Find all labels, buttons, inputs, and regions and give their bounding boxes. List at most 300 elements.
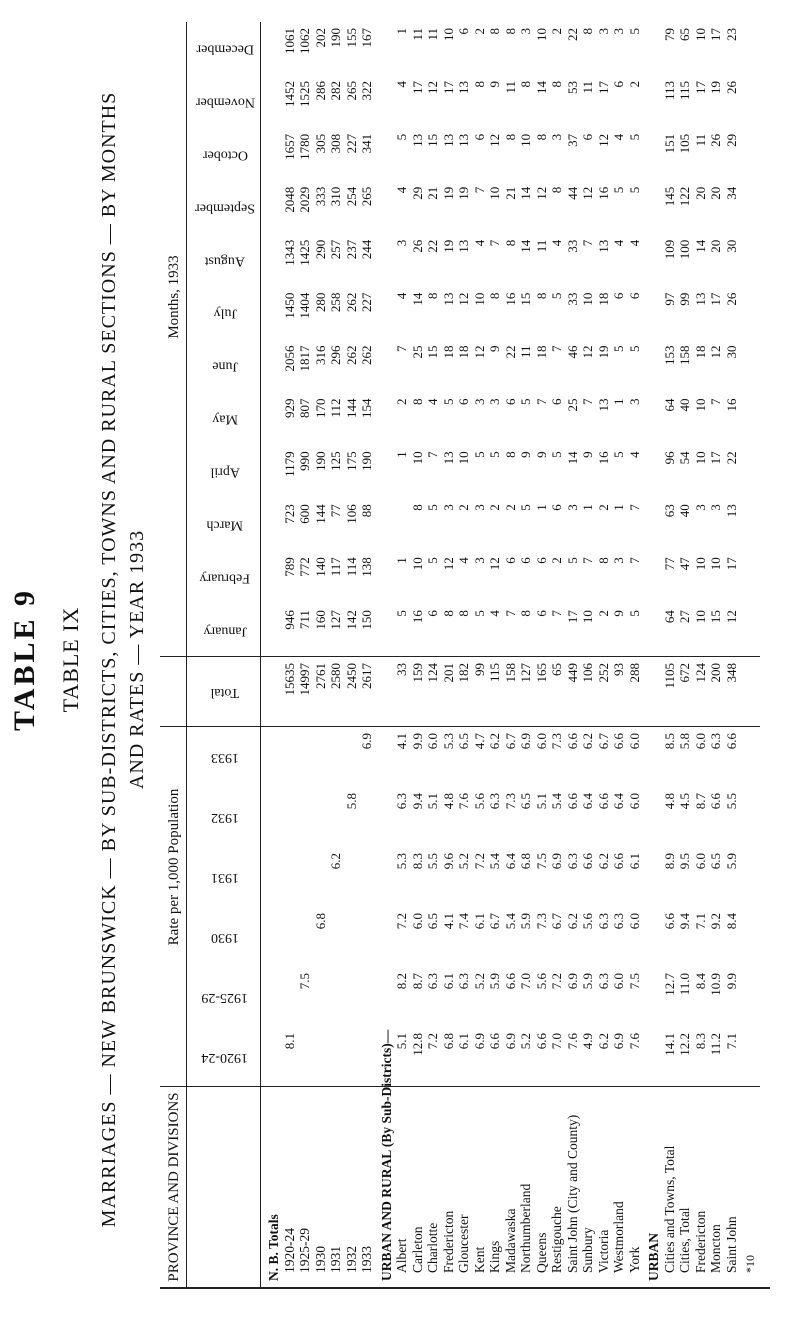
month-cell: 316 <box>312 345 328 366</box>
month-cell: 5 <box>471 451 487 458</box>
rate-cell: 6.2 <box>595 1033 611 1050</box>
month-column-header: September <box>195 200 255 216</box>
month-cell: 190 <box>312 451 328 471</box>
month-cell: 2048 <box>281 186 297 213</box>
month-cell: 13 <box>440 292 456 306</box>
rate-cell: 5.5 <box>425 853 440 870</box>
month-cell: 6 <box>456 28 471 35</box>
month-cell: 46 <box>564 345 580 359</box>
month-cell: 11 <box>580 80 595 94</box>
month-cell: 10 <box>409 557 425 571</box>
month-cell: 8 <box>580 28 595 35</box>
month-cell: 4 <box>471 239 487 247</box>
month-cell: 54 <box>677 451 692 465</box>
table-title-line2: AND RATES — YEAR 1933 <box>126 529 148 790</box>
month-cell: 2056 <box>281 345 297 372</box>
row-label: Madawaska <box>502 1208 518 1273</box>
month-cell: 7 <box>580 398 595 405</box>
month-cell: 286 <box>312 80 328 101</box>
month-cell: 21 <box>425 186 440 200</box>
month-cell: 227 <box>359 292 374 313</box>
month-cell: 30 <box>723 239 739 253</box>
month-cell: 2 <box>502 504 518 511</box>
month-cell: 296 <box>328 345 343 366</box>
rate-cell: 9.9 <box>409 733 425 750</box>
rate-cell: 9.6 <box>440 853 456 870</box>
month-cell: 17 <box>409 80 425 94</box>
rate-cell: 7.3 <box>549 733 564 750</box>
month-cell: 3 <box>394 239 409 247</box>
rate-cell: 7.0 <box>549 1033 564 1050</box>
month-cell: 18 <box>456 345 471 359</box>
month-cell: 14 <box>564 451 580 465</box>
rate-cell: 7.5 <box>297 973 312 990</box>
month-cell: 14 <box>518 186 533 200</box>
month-cell: 16 <box>723 398 739 412</box>
month-cell: 12 <box>723 610 739 624</box>
month-cell: 2 <box>487 504 502 511</box>
rate-cell: 6.0 <box>409 913 425 930</box>
month-cell: 16 <box>502 292 518 306</box>
rate-cell: 5.2 <box>471 973 487 990</box>
total-cell: 2450 <box>343 663 359 689</box>
month-cell: 16 <box>595 451 611 465</box>
month-cell: 8 <box>549 80 564 88</box>
month-cell: 280 <box>312 292 328 313</box>
rate-cell: 6.0 <box>626 913 642 930</box>
month-cell: 290 <box>312 239 328 260</box>
month-cell: 333 <box>312 186 328 207</box>
month-cell: 17 <box>708 292 723 306</box>
section-label: URBAN AND RURAL (By Sub-Districts)— <box>378 1029 394 1281</box>
rate-cell: 8.3 <box>409 853 425 870</box>
rate-cell: 6.9 <box>471 1033 487 1050</box>
month-cell: 600 <box>297 504 312 524</box>
month-cell: 244 <box>359 239 374 260</box>
rate-cell: 6.9 <box>518 733 533 750</box>
month-cell: 14 <box>533 80 549 94</box>
rate-cell: 6.2 <box>580 733 595 750</box>
month-cell: 127 <box>328 610 343 630</box>
month-cell: 8 <box>456 610 471 617</box>
rate-cell: 7.0 <box>518 973 533 990</box>
month-cell: 154 <box>359 398 374 418</box>
month-cell: 10 <box>692 28 708 42</box>
month-cell: 3 <box>471 398 487 405</box>
month-cell: 12 <box>471 345 487 359</box>
rate-cell: 6.9 <box>549 853 564 870</box>
month-column-header: April <box>210 464 240 480</box>
rate-cell: 5.5 <box>723 793 739 810</box>
month-cell: 13 <box>595 398 611 412</box>
month-cell: 5 <box>394 133 409 141</box>
month-cell: 17 <box>723 557 739 571</box>
rate-cell: 6.8 <box>440 1033 456 1050</box>
month-cell: 8 <box>425 292 440 300</box>
rate-cell: 8.2 <box>394 973 409 990</box>
month-cell: 6 <box>580 133 595 141</box>
total-cell: 348 <box>723 663 739 683</box>
month-cell: 8 <box>502 133 518 141</box>
rate-cell: 6.9 <box>564 973 580 990</box>
rate-column-header: 1925-29 <box>201 990 249 1005</box>
rate-cell: 6.3 <box>487 793 502 810</box>
month-cell: 17 <box>595 80 611 94</box>
rate-cell: 6.4 <box>502 853 518 870</box>
month-cell: 22 <box>723 451 739 465</box>
total-cell: 124 <box>692 663 708 683</box>
header-rule <box>186 22 187 1287</box>
rate-cell: 6.5 <box>708 853 723 870</box>
month-cell: 19 <box>440 186 456 200</box>
rate-cell: 6.3 <box>595 913 611 930</box>
month-cell: 4 <box>611 133 626 141</box>
month-cell: 5 <box>626 345 642 353</box>
month-cell: 1 <box>394 28 409 35</box>
row-label: Queens <box>533 1232 549 1273</box>
month-cell: 7 <box>549 345 564 353</box>
total-cell: 449 <box>564 663 580 683</box>
month-cell: 1780 <box>297 133 312 160</box>
row-label: Westmorland <box>611 1201 626 1273</box>
month-cell: 109 <box>661 239 677 260</box>
month-cell: 6 <box>533 557 549 564</box>
row-label: Charlotte <box>425 1222 440 1273</box>
month-cell: 265 <box>359 186 374 207</box>
section-label: URBAN <box>646 1232 661 1281</box>
month-cell: 1 <box>533 504 549 511</box>
month-cell: 5 <box>440 398 456 405</box>
month-cell: 4 <box>425 398 440 405</box>
month-cell: 13 <box>456 133 471 147</box>
row-label: Restigouche <box>549 1206 564 1273</box>
month-cell: 10 <box>708 557 723 571</box>
total-cell: 2617 <box>359 663 374 689</box>
month-cell: 8 <box>502 28 518 35</box>
month-cell: 3 <box>471 504 487 511</box>
month-cell: 30 <box>723 345 739 359</box>
rate-column-header: 1932 <box>211 810 239 825</box>
rate-cell: 5.3 <box>440 733 456 750</box>
month-column-header: May <box>212 411 238 427</box>
total-cell: 14997 <box>297 663 312 696</box>
total-cell: 15635 <box>281 663 297 696</box>
rate-cell: 7.2 <box>394 913 409 930</box>
rate-column-header: 1930 <box>211 930 239 945</box>
month-column-header: February <box>199 570 251 586</box>
month-cell: 63 <box>661 504 677 518</box>
rate-cell: 8.7 <box>409 973 425 990</box>
month-cell: 64 <box>661 610 677 624</box>
month-cell: 15 <box>425 133 440 147</box>
rate-cell: 6.3 <box>394 793 409 810</box>
month-cell: 322 <box>359 80 374 101</box>
month-cell: 308 <box>328 133 343 154</box>
month-cell: 122 <box>677 186 692 207</box>
rate-cell: 5.1 <box>394 1033 409 1050</box>
month-column-header: October <box>202 147 248 163</box>
rate-cell: 5.1 <box>425 793 440 810</box>
month-cell: 144 <box>343 398 359 418</box>
month-cell: 8 <box>549 186 564 194</box>
month-cell: 3 <box>564 504 580 511</box>
total-cell: 165 <box>533 663 549 683</box>
rate-cell: 6.3 <box>456 973 471 990</box>
month-cell: 15 <box>708 610 723 624</box>
month-cell: 26 <box>708 133 723 147</box>
section-label: N. B. Totals <box>266 1214 281 1281</box>
month-cell: 10 <box>692 451 708 465</box>
row-label: Cities, Total <box>677 1207 692 1273</box>
month-cell: 12 <box>595 133 611 147</box>
row-label: 1930 <box>312 1246 328 1273</box>
rate-cell: 4.8 <box>440 793 456 810</box>
month-cell: 227 <box>343 133 359 154</box>
month-cell: 53 <box>564 80 580 94</box>
rate-cell: 9.9 <box>723 973 739 990</box>
month-cell: 14 <box>518 239 533 253</box>
month-cell: 6 <box>502 557 518 564</box>
rate-cell: 8.7 <box>692 793 708 810</box>
total-cell: 93 <box>611 663 626 676</box>
month-cell: 13 <box>440 133 456 147</box>
month-cell: 12 <box>708 345 723 359</box>
row-label: 1925-29 <box>297 1228 312 1273</box>
month-cell: 106 <box>343 504 359 524</box>
month-cell: 33 <box>564 239 580 253</box>
month-cell: 3 <box>471 557 487 564</box>
month-cell: 18 <box>440 345 456 359</box>
month-cell: 7 <box>471 186 487 194</box>
month-cell: 190 <box>359 451 374 471</box>
month-cell: 8 <box>533 292 549 300</box>
rate-cell: 7.3 <box>502 793 518 810</box>
month-cell: 5 <box>394 610 409 617</box>
total-cell: 33 <box>394 663 409 676</box>
month-cell: 5 <box>471 610 487 617</box>
month-cell: 1657 <box>281 133 297 160</box>
rate-cell: 4.8 <box>661 793 677 810</box>
month-cell: 1425 <box>297 239 312 266</box>
month-cell: 237 <box>343 239 359 260</box>
month-cell: 2 <box>595 610 611 617</box>
month-cell: 40 <box>677 398 692 412</box>
month-cell: 305 <box>312 133 328 154</box>
row-label: Saint John (City and County) <box>564 1114 580 1273</box>
month-cell: 145 <box>661 186 677 207</box>
rate-cell: 8.9 <box>661 853 677 870</box>
month-cell: 13 <box>409 133 425 147</box>
month-cell: 19 <box>708 80 723 94</box>
month-cell: 113 <box>661 80 677 100</box>
month-cell: 8 <box>471 80 487 88</box>
month-cell: 26 <box>723 292 739 306</box>
rate-cell: 6.6 <box>564 733 580 750</box>
month-cell: 9 <box>487 345 502 353</box>
month-cell: 772 <box>297 557 312 577</box>
month-cell: 265 <box>343 80 359 101</box>
rate-cell: 6.6 <box>502 973 518 990</box>
month-cell: 10 <box>440 28 456 42</box>
rate-cell: 7.5 <box>533 853 549 870</box>
month-cell: 11 <box>692 133 708 147</box>
month-column-header: November <box>195 94 255 110</box>
month-cell: 7 <box>580 557 595 564</box>
month-cell: 3 <box>626 398 642 405</box>
month-cell: 20 <box>708 239 723 253</box>
row-label: 1933 <box>359 1246 374 1273</box>
rate-cell: 5.6 <box>533 973 549 990</box>
month-cell: 13 <box>723 504 739 518</box>
rate-cell: 6.3 <box>708 733 723 750</box>
month-cell: 18 <box>595 292 611 306</box>
month-cell: 9 <box>611 610 626 617</box>
rate-cell: 10.9 <box>708 973 723 996</box>
month-cell: 7 <box>626 504 642 511</box>
month-cell: 8 <box>502 239 518 247</box>
month-cell: 7 <box>425 451 440 458</box>
month-cell: 9 <box>580 451 595 458</box>
month-cell: 929 <box>281 398 297 418</box>
month-cell: 47 <box>677 557 692 571</box>
month-cell: 29 <box>723 133 739 147</box>
rate-cell: 6.0 <box>533 733 549 750</box>
rate-cell: 6.7 <box>502 733 518 750</box>
rate-cell: 6.5 <box>456 733 471 750</box>
month-cell: 1 <box>611 504 626 511</box>
row-label: Kings <box>487 1240 502 1273</box>
month-cell: 1 <box>394 557 409 564</box>
month-cell: 151 <box>661 133 677 154</box>
month-cell: 160 <box>312 610 328 630</box>
month-cell: 4 <box>394 186 409 194</box>
month-cell: 3 <box>549 133 564 141</box>
total-cell: 288 <box>626 663 642 683</box>
month-cell: 26 <box>409 239 425 253</box>
month-cell: 10 <box>580 292 595 306</box>
month-cell: 6 <box>611 292 626 300</box>
rate-cell: 5.8 <box>677 733 692 750</box>
total-cell: 201 <box>440 663 456 683</box>
rate-cell: 5.3 <box>394 853 409 870</box>
month-cell: 789 <box>281 557 297 577</box>
rate-cell: 6.1 <box>440 973 456 990</box>
total-cell: 127 <box>518 663 533 683</box>
rate-cell: 6.6 <box>487 1033 502 1050</box>
total-cell: 99 <box>471 663 487 676</box>
month-cell: 27 <box>677 610 692 624</box>
rate-cell: 6.6 <box>611 853 626 870</box>
month-cell: 11 <box>533 239 549 253</box>
rate-cell: 7.2 <box>549 973 564 990</box>
row-label: Carleton <box>409 1226 425 1273</box>
month-cell: 8 <box>440 610 456 617</box>
month-cell: 140 <box>312 557 328 577</box>
month-cell: 2 <box>626 80 642 88</box>
month-cell: 22 <box>564 28 580 42</box>
month-cell: 10 <box>692 557 708 571</box>
rate-cell: 6.3 <box>611 913 626 930</box>
rate-cell: 5.4 <box>502 913 518 930</box>
rate-cell: 6.3 <box>595 973 611 990</box>
row-label: Gloucester <box>456 1214 471 1273</box>
month-cell: 7 <box>394 345 409 353</box>
rate-cell: 8.1 <box>281 1033 297 1050</box>
rate-group-header: Rate per 1,000 Population <box>166 788 182 946</box>
rate-cell: 6.4 <box>580 793 595 810</box>
row-label: Kent <box>471 1246 487 1273</box>
row-label: 1931 <box>328 1246 343 1273</box>
rate-cell: 6.6 <box>580 853 595 870</box>
month-cell: 25 <box>409 345 425 359</box>
row-label: Sunbury <box>580 1227 595 1273</box>
month-cell: 5 <box>549 451 564 458</box>
month-cell: 6 <box>425 610 440 617</box>
month-cell: 262 <box>343 345 359 366</box>
month-cell: 2 <box>549 28 564 35</box>
month-cell: 64 <box>661 398 677 412</box>
row-label: Saint John <box>723 1216 739 1273</box>
rate-cell: 4.5 <box>677 793 692 810</box>
month-cell: 44 <box>564 186 580 200</box>
month-cell: 17 <box>708 451 723 465</box>
rate-cell: 7.6 <box>456 793 471 810</box>
rate-cell: 7.1 <box>723 1033 739 1050</box>
month-cell: 1 <box>611 398 626 405</box>
month-cell: 1450 <box>281 292 297 319</box>
month-cell: 155 <box>343 28 359 48</box>
month-cell: 8 <box>409 504 425 511</box>
rate-cell: 8.3 <box>692 1033 708 1050</box>
month-cell: 19 <box>440 239 456 253</box>
month-cell: 10 <box>580 610 595 624</box>
total-cell: 2761 <box>312 663 328 689</box>
rate-cell: 6.1 <box>626 853 642 870</box>
rate-cell: 6.9 <box>502 1033 518 1050</box>
total-cell: 672 <box>677 663 692 683</box>
month-cell: 105 <box>677 133 692 154</box>
month-cell: 3 <box>518 28 533 35</box>
month-cell: 13 <box>456 80 471 94</box>
rate-cell: 5.9 <box>518 913 533 930</box>
month-cell: 26 <box>723 80 739 94</box>
total-cell: 252 <box>595 663 611 683</box>
month-cell: 125 <box>328 451 343 471</box>
month-cell: 37 <box>564 133 580 147</box>
table-label: TABLE 9 <box>8 588 41 731</box>
month-column-header: December <box>196 41 254 57</box>
month-cell: 3 <box>440 504 456 511</box>
rate-cell: 6.0 <box>626 793 642 810</box>
month-cell: 5 <box>626 186 642 194</box>
month-cell: 11 <box>502 80 518 94</box>
row-label: Albert <box>394 1238 409 1273</box>
month-cell: 10 <box>409 451 425 465</box>
row-label: 1920-24 <box>281 1228 297 1273</box>
month-cell: 8 <box>502 451 518 458</box>
month-cell: 262 <box>359 345 374 366</box>
month-cell: 3 <box>487 398 502 405</box>
rate-cell: 6.5 <box>425 913 440 930</box>
rate-cell: 14.1 <box>661 1033 677 1056</box>
month-cell: 23 <box>723 28 739 42</box>
month-cell: 65 <box>677 28 692 42</box>
month-cell: 5 <box>611 451 626 458</box>
month-cell: 14 <box>692 239 708 253</box>
month-cell: 1525 <box>297 80 312 107</box>
rate-cell: 7.2 <box>425 1033 440 1050</box>
month-cell: 34 <box>723 186 739 200</box>
